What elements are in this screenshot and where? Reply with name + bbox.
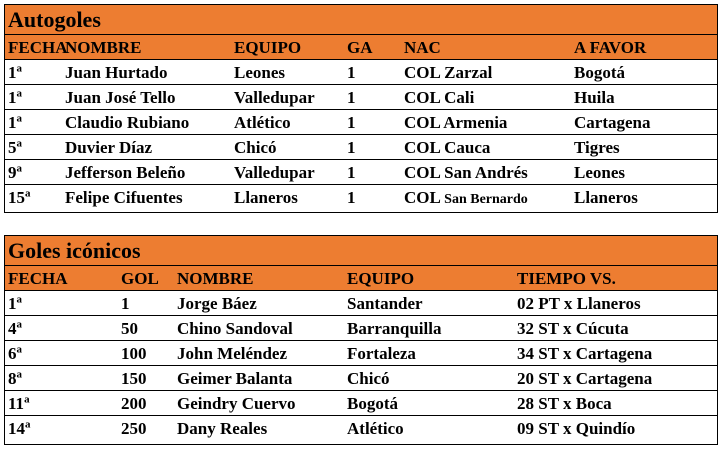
fecha-number: 8 (8, 369, 17, 388)
gol-cell: 200 (121, 394, 147, 413)
fecha-number: 1 (8, 294, 17, 313)
equipo-cell: Valledupar (234, 163, 315, 182)
column-header-equipo: EQUIPO (234, 38, 302, 57)
fecha-ordinal: a (16, 293, 22, 306)
fecha-ordinal: a (25, 187, 31, 200)
table-row (5, 185, 717, 210)
nac-cell (404, 85, 474, 110)
nac-cell (404, 185, 528, 212)
nac-city: San Bernardo (444, 192, 528, 207)
nac-code: COL (404, 188, 440, 207)
fecha-number: 9 (8, 163, 17, 182)
table-row (5, 391, 717, 416)
column-header-nac: NAC (404, 38, 441, 57)
column-header-nombre: NOMBRE (65, 38, 142, 57)
nac-city: Armenia (443, 113, 508, 132)
a-favor-cell: Huila (574, 88, 615, 107)
nac-code: COL (404, 88, 440, 107)
equipo-cell: Atlético (234, 113, 291, 132)
table-row (5, 85, 717, 110)
a-favor-cell: Leones (574, 163, 625, 182)
nombre-cell: Juan Hurtado (65, 63, 168, 82)
column-header-nombre: NOMBRE (177, 269, 254, 288)
goles-iconicos-body (5, 291, 717, 441)
gol-cell: 50 (121, 319, 138, 338)
column-header-fecha: FECHA (8, 38, 68, 57)
fecha-ordinal: a (16, 318, 22, 331)
table-row (5, 291, 717, 316)
autogoles-header-row (5, 35, 717, 60)
table-row (5, 341, 717, 366)
goles-iconicos-header-row (5, 266, 717, 291)
a-favor-cell: Cartagena (574, 113, 651, 132)
nombre-cell: Dany Reales (177, 419, 268, 438)
nombre-cell: Juan José Tello (65, 88, 176, 107)
fecha-cell (8, 316, 22, 341)
equipo-cell: Bogotá (347, 394, 398, 413)
fecha-number: 6 (8, 344, 17, 363)
table-row (5, 160, 717, 185)
nac-code: COL (404, 163, 440, 182)
ga-cell: 1 (347, 63, 356, 82)
nac-city: Cali (444, 88, 475, 107)
autogoles-title: Autogoles (5, 5, 717, 35)
ga-cell: 1 (347, 188, 356, 207)
equipo-cell: Valledupar (234, 88, 315, 107)
fecha-number: 1 (8, 63, 17, 82)
gol-cell: 250 (121, 419, 147, 438)
tiempo-vs-cell: 20 ST x Cartagena (517, 369, 653, 388)
a-favor-cell: Bogotá (574, 63, 625, 82)
column-header-fecha: FECHA (8, 269, 68, 288)
nombre-cell: Geindry Cuervo (177, 394, 296, 413)
autogoles-body (5, 60, 717, 210)
table-row (5, 316, 717, 341)
fecha-ordinal: a (25, 418, 31, 431)
fecha-cell (8, 416, 31, 441)
a-favor-cell: Tigres (574, 138, 620, 157)
fecha-cell (8, 366, 22, 391)
fecha-cell (8, 391, 30, 416)
fecha-cell (8, 291, 22, 316)
nombre-cell: Felipe Cifuentes (65, 188, 183, 207)
fecha-cell (8, 341, 22, 366)
tiempo-vs-cell: 02 PT x Llaneros (517, 294, 641, 313)
nombre-cell: Chino Sandoval (177, 319, 293, 338)
column-header-a-favor: A FAVOR (574, 38, 647, 57)
nac-cell (404, 135, 490, 160)
equipo-cell: Barranquilla (347, 319, 442, 338)
nac-code: COL (404, 63, 440, 82)
fecha-cell (8, 60, 22, 85)
fecha-cell (8, 85, 22, 110)
a-favor-cell: Llaneros (574, 188, 638, 207)
nac-code: COL (404, 138, 440, 157)
gol-cell: 1 (121, 294, 130, 313)
equipo-cell: Chicó (347, 369, 390, 388)
table-row (5, 110, 717, 135)
ga-cell: 1 (347, 163, 356, 182)
table-row (5, 366, 717, 391)
nombre-cell: Jorge Báez (177, 294, 257, 313)
equipo-cell: Atlético (347, 419, 404, 438)
table-row (5, 135, 717, 160)
column-header-equipo: EQUIPO (347, 269, 415, 288)
fecha-ordinal: a (16, 87, 22, 100)
fecha-number: 15 (8, 188, 25, 207)
fecha-ordinal: a (16, 62, 22, 75)
equipo-cell: Fortaleza (347, 344, 416, 363)
goles-iconicos-title: Goles icónicos (5, 236, 717, 266)
goles-iconicos-table (4, 235, 718, 445)
nombre-cell: Jefferson Beleño (65, 163, 186, 182)
fecha-number: 1 (8, 88, 17, 107)
equipo-cell: Santander (347, 294, 423, 313)
fecha-ordinal: a (16, 137, 22, 150)
fecha-ordinal: a (16, 343, 22, 356)
fecha-ordinal: a (24, 393, 30, 406)
equipo-cell: Llaneros (234, 188, 298, 207)
column-header-ga: GA (347, 38, 373, 57)
tiempo-vs-cell: 34 ST x Cartagena (517, 344, 653, 363)
fecha-number: 5 (8, 138, 17, 157)
nac-city: Cauca (444, 138, 491, 157)
fecha-cell (8, 110, 22, 135)
fecha-cell (8, 135, 22, 160)
nac-cell (404, 160, 528, 185)
fecha-number: 1 (8, 113, 17, 132)
ga-cell: 1 (347, 113, 356, 132)
fecha-number: 14 (8, 419, 25, 438)
column-header-tiempo-vs: TIEMPO VS. (517, 269, 616, 288)
nombre-cell: Geimer Balanta (177, 369, 293, 388)
gol-cell: 100 (121, 344, 147, 363)
nombre-cell: Duvier Díaz (65, 138, 153, 157)
tiempo-vs-cell: 09 ST x Quindío (517, 419, 636, 438)
nac-city: San Andrés (444, 163, 528, 182)
equipo-cell: Chicó (234, 138, 277, 157)
nombre-cell: John Meléndez (177, 344, 288, 363)
fecha-number: 4 (8, 319, 17, 338)
fecha-cell (8, 160, 22, 185)
ga-cell: 1 (347, 88, 356, 107)
table-row (5, 416, 717, 441)
fecha-ordinal: a (16, 368, 22, 381)
column-header-gol: GOL (121, 269, 159, 288)
table-row (5, 60, 717, 85)
fecha-number: 11 (8, 394, 25, 413)
nac-cell (404, 60, 492, 85)
tiempo-vs-cell: 28 ST x Boca (517, 394, 612, 413)
gol-cell: 150 (121, 369, 147, 388)
autogoles-table (4, 4, 718, 213)
fecha-ordinal: a (16, 162, 22, 175)
nac-city: Zarzal (444, 63, 493, 82)
fecha-ordinal: a (16, 112, 22, 125)
nac-cell (404, 110, 507, 135)
equipo-cell: Leones (234, 63, 285, 82)
nac-code: COL (404, 113, 440, 132)
ga-cell: 1 (347, 138, 356, 157)
fecha-cell (8, 185, 31, 210)
tiempo-vs-cell: 32 ST x Cúcuta (517, 319, 629, 338)
nombre-cell: Claudio Rubiano (65, 113, 190, 132)
